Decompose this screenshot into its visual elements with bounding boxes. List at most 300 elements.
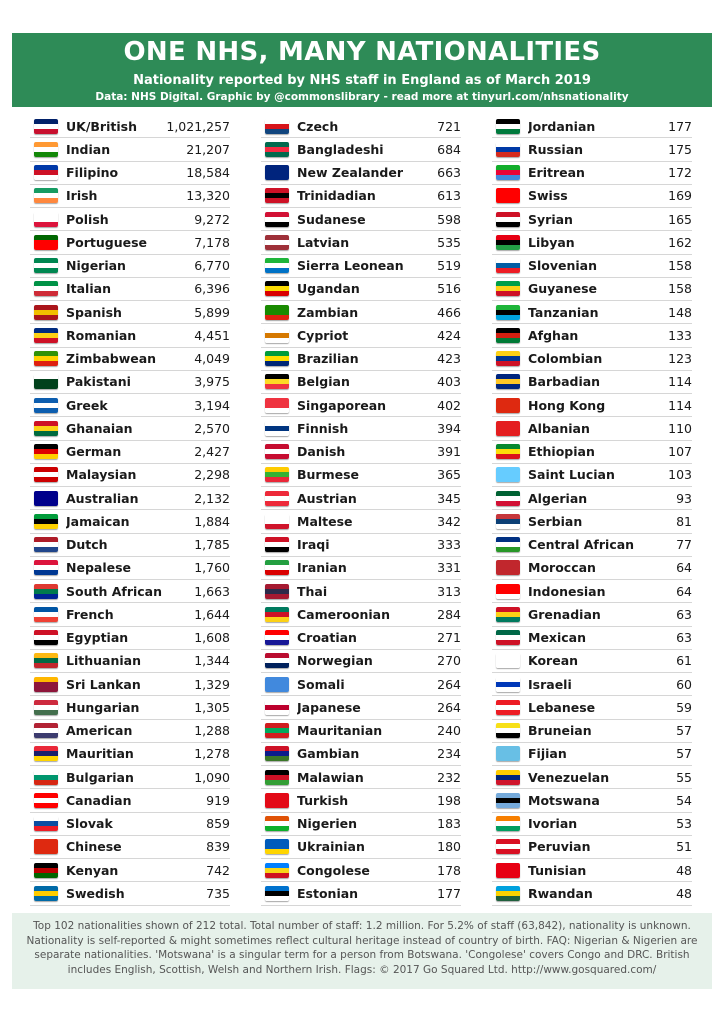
somalia-flag-icon xyxy=(265,677,289,692)
staff-count: 1,090 xyxy=(194,769,230,785)
nationality-name: Malawian xyxy=(297,769,364,785)
list-item xyxy=(261,603,461,626)
nationality-name: Swiss xyxy=(528,188,568,204)
list-item xyxy=(492,534,692,557)
nationality-name: Moroccan xyxy=(528,560,596,576)
staff-count: 839 xyxy=(206,839,230,855)
nationality-name: Latvian xyxy=(297,234,350,250)
nationality-name: Mexican xyxy=(528,630,587,646)
list-item xyxy=(492,720,692,743)
staff-count: 54 xyxy=(676,792,692,808)
venezuela-flag-icon xyxy=(496,770,520,785)
staff-count: 598 xyxy=(437,211,461,227)
staff-count: 270 xyxy=(437,653,461,669)
nationality-name: American xyxy=(66,723,133,739)
staff-count: 613 xyxy=(437,188,461,204)
zimbabwe-flag-icon xyxy=(34,351,58,366)
page-subtitle: Nationality reported by NHS staff in England as of March 2019 xyxy=(133,73,591,88)
list-item xyxy=(261,580,461,603)
brazil-flag-icon xyxy=(265,351,289,366)
staff-count: 103 xyxy=(668,467,692,483)
libya-flag-icon xyxy=(496,235,520,250)
staff-count: 51 xyxy=(676,839,692,855)
nationality-name: Thai xyxy=(297,583,328,599)
list-item xyxy=(492,743,692,766)
nationality-name: Trinidadian xyxy=(297,188,376,204)
nationality-name: Bruneian xyxy=(528,723,592,739)
congo-flag-icon xyxy=(265,863,289,878)
nationality-name: Libyan xyxy=(528,234,575,250)
list-item xyxy=(30,650,230,673)
list-item xyxy=(492,766,692,789)
nationality-name: Russian xyxy=(528,141,584,157)
australia-flag-icon xyxy=(34,491,58,506)
list-item xyxy=(261,185,461,208)
list-item xyxy=(492,580,692,603)
netherlands-flag-icon xyxy=(34,537,58,552)
uganda-flag-icon xyxy=(265,281,289,296)
nationality-name: Zimbabwean xyxy=(66,351,157,367)
list-item xyxy=(30,720,230,743)
staff-count: 271 xyxy=(437,630,461,646)
staff-count: 1,663 xyxy=(194,583,230,599)
germany-flag-icon xyxy=(34,444,58,459)
staff-count: 64 xyxy=(676,560,692,576)
nationality-name: Hungarian xyxy=(66,699,140,715)
nepal-flag-icon xyxy=(34,560,58,575)
norway-flag-icon xyxy=(265,653,289,668)
ukraine-flag-icon xyxy=(265,839,289,854)
staff-count: 735 xyxy=(206,885,230,901)
list-item xyxy=(492,603,692,626)
ivory-coast-flag-icon xyxy=(496,816,520,831)
list-item xyxy=(492,627,692,650)
staff-count: 1,305 xyxy=(194,699,230,715)
ghana-flag-icon xyxy=(34,421,58,436)
nationality-name: Gambian xyxy=(297,746,360,762)
iraq-flag-icon xyxy=(265,537,289,552)
staff-count: 158 xyxy=(668,281,692,297)
latvia-flag-icon xyxy=(265,235,289,250)
list-item xyxy=(492,115,692,138)
staff-count: 333 xyxy=(437,537,461,553)
list-item xyxy=(30,115,230,138)
list-item xyxy=(261,859,461,882)
staff-count: 391 xyxy=(437,444,461,460)
nationality-name: Lebanese xyxy=(528,699,596,715)
footnote xyxy=(12,913,712,989)
list-item xyxy=(261,627,461,650)
staff-count: 18,584 xyxy=(186,165,230,181)
nationality-name: Portuguese xyxy=(66,234,148,250)
staff-count: 123 xyxy=(668,351,692,367)
staff-count: 1,329 xyxy=(194,676,230,692)
nationality-name: Peruvian xyxy=(528,839,591,855)
peru-flag-icon xyxy=(496,839,520,854)
nationality-name: UK/British xyxy=(66,118,137,134)
staff-count: 234 xyxy=(437,746,461,762)
colombia-flag-icon xyxy=(496,351,520,366)
nationality-name: Chinese xyxy=(66,839,122,855)
nationality-name: Barbadian xyxy=(528,374,601,390)
croatia-flag-icon xyxy=(265,630,289,645)
staff-count: 169 xyxy=(668,188,692,204)
nationality-name: Rwandan xyxy=(528,885,593,901)
nationality-name: Colombian xyxy=(528,351,603,367)
staff-count: 1,884 xyxy=(194,513,230,529)
nationality-name: Israeli xyxy=(528,676,572,692)
romania-flag-icon xyxy=(34,328,58,343)
staff-count: 77 xyxy=(676,537,692,553)
list-item xyxy=(30,836,230,859)
myanmar-flag-icon xyxy=(265,467,289,482)
list-item xyxy=(492,464,692,487)
nationality-name: Ugandan xyxy=(297,281,360,297)
staff-count: 4,451 xyxy=(194,327,230,343)
nationality-name: Danish xyxy=(297,444,346,460)
portugal-flag-icon xyxy=(34,235,58,250)
list-item xyxy=(30,441,230,464)
tunisia-flag-icon xyxy=(496,863,520,878)
staff-count: 107 xyxy=(668,444,692,460)
staff-count: 177 xyxy=(437,885,461,901)
list-item xyxy=(261,789,461,812)
niger-flag-icon xyxy=(265,816,289,831)
nationality-name: Syrian xyxy=(528,211,573,227)
nigeria-flag-icon xyxy=(34,258,58,273)
italy-flag-icon xyxy=(34,281,58,296)
list-item xyxy=(30,394,230,417)
nationality-name: Finnish xyxy=(297,420,349,436)
list-item xyxy=(261,766,461,789)
nationality-name: Guyanese xyxy=(528,281,598,297)
nationality-name: Dutch xyxy=(66,537,108,553)
staff-count: 63 xyxy=(676,606,692,622)
staff-count: 240 xyxy=(437,723,461,739)
staff-count: 4,049 xyxy=(194,351,230,367)
nationality-name: Zambian xyxy=(297,304,359,320)
staff-count: 394 xyxy=(437,420,461,436)
list-item xyxy=(492,231,692,254)
staff-count: 9,272 xyxy=(194,211,230,227)
list-item xyxy=(492,348,692,371)
nationality-name: Croatian xyxy=(297,630,357,646)
list-item xyxy=(492,278,692,301)
list-item xyxy=(261,278,461,301)
staff-count: 232 xyxy=(437,769,461,785)
list-item xyxy=(261,696,461,719)
nationality-name: Ghanaian xyxy=(66,420,133,436)
eritrea-flag-icon xyxy=(496,165,520,180)
list-item xyxy=(30,534,230,557)
belgium-flag-icon xyxy=(265,374,289,389)
guyana-flag-icon xyxy=(496,281,520,296)
staff-count: 177 xyxy=(668,118,692,134)
nationality-name: Bulgarian xyxy=(66,769,134,785)
list-item xyxy=(261,882,461,905)
nationality-name: Kenyan xyxy=(66,862,119,878)
nationality-name: Czech xyxy=(297,118,339,134)
list-item xyxy=(492,162,692,185)
nationality-name: Iranian xyxy=(297,560,347,576)
list-item xyxy=(492,859,692,882)
staff-count: 331 xyxy=(437,560,461,576)
china-flag-icon xyxy=(34,839,58,854)
list-item xyxy=(261,510,461,533)
nationality-name: Iraqi xyxy=(297,537,330,553)
hong-kong-flag-icon xyxy=(496,398,520,413)
staff-count: 7,178 xyxy=(194,234,230,250)
staff-count: 198 xyxy=(437,792,461,808)
nationality-name: French xyxy=(66,606,114,622)
list-item xyxy=(261,208,461,231)
iran-flag-icon xyxy=(265,560,289,575)
list-item xyxy=(30,417,230,440)
nationality-name: Lithuanian xyxy=(66,653,141,669)
russia-flag-icon xyxy=(496,142,520,157)
nationality-name: Estonian xyxy=(297,885,359,901)
hungary-flag-icon xyxy=(34,700,58,715)
jordan-flag-icon xyxy=(496,119,520,134)
list-item xyxy=(261,115,461,138)
list-item xyxy=(492,371,692,394)
staff-count: 6,770 xyxy=(194,258,230,274)
nationality-name: Eritrean xyxy=(528,165,585,181)
nationality-name: Maltese xyxy=(297,513,353,529)
header-banner xyxy=(12,33,712,107)
slovakia-flag-icon xyxy=(34,816,58,831)
staff-count: 57 xyxy=(676,746,692,762)
ireland-flag-icon xyxy=(34,188,58,203)
staff-count: 6,396 xyxy=(194,281,230,297)
list-item xyxy=(30,301,230,324)
staff-count: 61 xyxy=(676,653,692,669)
list-item xyxy=(492,882,692,905)
staff-count: 21,207 xyxy=(186,141,230,157)
footnote-text: Top 102 nationalities shown of 212 total. Total number of staff: 1.2 million. For 5.2% of staff (63,842), nationality is unknown. Nationality is self-reported & might sometimes reflect cultural heritage instead of country of birth. FAQ: Nigerian & Nigerien are separate nationalities. 'Motswana' is a singular term for a person from Botswana. 'Congolese' covers Congo and DRC. British includes English, Scottish, Welsh and Northern Irish. Flags: © 2017 Go Squared Ltd. http://www.gosquared.com/ xyxy=(26,920,698,976)
albania-flag-icon xyxy=(496,421,520,436)
list-item xyxy=(30,510,230,533)
list-item xyxy=(492,510,692,533)
list-item xyxy=(261,255,461,278)
botswana-flag-icon xyxy=(496,793,520,808)
list-item xyxy=(30,859,230,882)
staff-count: 402 xyxy=(437,397,461,413)
list-item xyxy=(492,394,692,417)
staff-count: 178 xyxy=(437,862,461,878)
staff-count: 183 xyxy=(437,816,461,832)
saint-lucia-flag-icon xyxy=(496,467,520,482)
nationality-name: Nepalese xyxy=(66,560,132,576)
nationality-name: Sudanese xyxy=(297,211,366,227)
staff-count: 93 xyxy=(676,490,692,506)
staff-count: 684 xyxy=(437,141,461,157)
list-item xyxy=(261,231,461,254)
malta-flag-icon xyxy=(265,514,289,529)
list-item xyxy=(261,417,461,440)
staff-count: 2,298 xyxy=(194,467,230,483)
greece-flag-icon xyxy=(34,398,58,413)
column-3 xyxy=(492,115,692,906)
list-item xyxy=(30,557,230,580)
fiji-flag-icon xyxy=(496,746,520,761)
staff-count: 1,278 xyxy=(194,746,230,762)
list-item xyxy=(492,813,692,836)
malaysia-flag-icon xyxy=(34,467,58,482)
staff-count: 172 xyxy=(668,165,692,181)
staff-count: 859 xyxy=(206,816,230,832)
staff-count: 48 xyxy=(676,885,692,901)
list-item xyxy=(261,836,461,859)
lithuania-flag-icon xyxy=(34,653,58,668)
list-item xyxy=(261,534,461,557)
staff-count: 264 xyxy=(437,699,461,715)
nationality-name: Belgian xyxy=(297,374,350,390)
list-item xyxy=(492,650,692,673)
lebanon-flag-icon xyxy=(496,700,520,715)
staff-count: 1,608 xyxy=(194,630,230,646)
staff-count: 342 xyxy=(437,513,461,529)
nationality-name: Indian xyxy=(66,141,111,157)
nationality-name: Ethiopian xyxy=(528,444,595,460)
staff-count: 365 xyxy=(437,467,461,483)
staff-count: 48 xyxy=(676,862,692,878)
list-item xyxy=(261,813,461,836)
list-item xyxy=(492,417,692,440)
list-item xyxy=(30,789,230,812)
sierra-leone-flag-icon xyxy=(265,258,289,273)
staff-count: 60 xyxy=(676,676,692,692)
nationality-name: Central African xyxy=(528,537,635,553)
spain-flag-icon xyxy=(34,305,58,320)
sri-lanka-flag-icon xyxy=(34,677,58,692)
list-item xyxy=(30,371,230,394)
staff-count: 2,427 xyxy=(194,444,230,460)
nationality-name: Burmese xyxy=(297,467,360,483)
thailand-flag-icon xyxy=(265,584,289,599)
nationality-name: Norwegian xyxy=(297,653,373,669)
nationality-name: Pakistani xyxy=(66,374,131,390)
nationality-name: Ukrainian xyxy=(297,839,365,855)
staff-count: 110 xyxy=(668,420,692,436)
nationality-name: German xyxy=(66,444,122,460)
poland-flag-icon xyxy=(34,212,58,227)
nationality-name: Australian xyxy=(66,490,139,506)
staff-count: 114 xyxy=(668,397,692,413)
denmark-flag-icon xyxy=(265,444,289,459)
staff-count: 59 xyxy=(676,699,692,715)
staff-count: 81 xyxy=(676,513,692,529)
nationality-name: Cypriot xyxy=(297,327,349,343)
estonia-flag-icon xyxy=(265,886,289,901)
staff-count: 1,021,257 xyxy=(166,118,230,134)
staff-count: 313 xyxy=(437,583,461,599)
list-item xyxy=(30,278,230,301)
malawi-flag-icon xyxy=(265,770,289,785)
staff-count: 1,760 xyxy=(194,560,230,576)
staff-count: 162 xyxy=(668,234,692,250)
staff-count: 742 xyxy=(206,862,230,878)
staff-count: 158 xyxy=(668,258,692,274)
nationality-name: Swedish xyxy=(66,885,125,901)
list-item xyxy=(30,185,230,208)
korea-flag-icon xyxy=(496,653,520,668)
nationality-name: Jordanian xyxy=(528,118,596,134)
list-item xyxy=(261,441,461,464)
staff-count: 284 xyxy=(437,606,461,622)
list-item xyxy=(30,603,230,626)
staff-count: 2,132 xyxy=(194,490,230,506)
source-credit: Data: NHS Digital. Graphic by @commonslibrary - read more at tinyurl.com/nhsnationality xyxy=(95,91,629,103)
nationality-name: Korean xyxy=(528,653,579,669)
nationality-name: Algerian xyxy=(528,490,588,506)
staff-count: 57 xyxy=(676,723,692,739)
nationality-name: Saint Lucian xyxy=(528,467,615,483)
serbia-flag-icon xyxy=(496,514,520,529)
nationality-name: Congolese xyxy=(297,862,370,878)
nationality-name: Mauritanian xyxy=(297,723,383,739)
brunei-flag-icon xyxy=(496,723,520,738)
barbados-flag-icon xyxy=(496,374,520,389)
staff-count: 264 xyxy=(437,676,461,692)
list-item xyxy=(492,487,692,510)
nationality-name: Ivorian xyxy=(528,816,578,832)
staff-count: 165 xyxy=(668,211,692,227)
staff-count: 148 xyxy=(668,304,692,320)
staff-count: 3,194 xyxy=(194,397,230,413)
new-zealand-flag-icon xyxy=(265,165,289,180)
staff-count: 423 xyxy=(437,351,461,367)
central-african-flag-icon xyxy=(496,537,520,552)
list-item xyxy=(30,882,230,905)
nationality-name: Motswana xyxy=(528,792,600,808)
india-flag-icon xyxy=(34,142,58,157)
staff-count: 13,320 xyxy=(186,188,230,204)
list-item xyxy=(492,441,692,464)
list-item xyxy=(261,162,461,185)
jamaica-flag-icon xyxy=(34,514,58,529)
nationality-name: Sri Lankan xyxy=(66,676,141,692)
nationality-name: Venezuelan xyxy=(528,769,610,785)
list-item xyxy=(261,650,461,673)
nationality-name: Malaysian xyxy=(66,467,137,483)
list-item xyxy=(30,696,230,719)
list-item xyxy=(30,766,230,789)
trinidad-flag-icon xyxy=(265,188,289,203)
staff-count: 64 xyxy=(676,583,692,599)
nationality-list xyxy=(30,115,702,905)
nationality-name: Greek xyxy=(66,397,108,413)
nationality-name: Canadian xyxy=(66,792,132,808)
nationality-name: New Zealander xyxy=(297,165,404,181)
south-africa-flag-icon xyxy=(34,584,58,599)
nationality-name: Bangladeshi xyxy=(297,141,384,157)
nationality-name: Indonesian xyxy=(528,583,606,599)
nationality-name: Somali xyxy=(297,676,345,692)
algeria-flag-icon xyxy=(496,491,520,506)
nationality-name: Italian xyxy=(66,281,111,297)
list-item xyxy=(261,743,461,766)
list-item xyxy=(261,487,461,510)
switzerland-flag-icon xyxy=(496,188,520,203)
list-item xyxy=(30,673,230,696)
list-item xyxy=(30,208,230,231)
japan-flag-icon xyxy=(265,700,289,715)
nationality-name: Egyptian xyxy=(66,630,129,646)
usa-flag-icon xyxy=(34,723,58,738)
nationality-name: Filipino xyxy=(66,165,119,181)
nationality-name: Sierra Leonean xyxy=(297,258,404,274)
